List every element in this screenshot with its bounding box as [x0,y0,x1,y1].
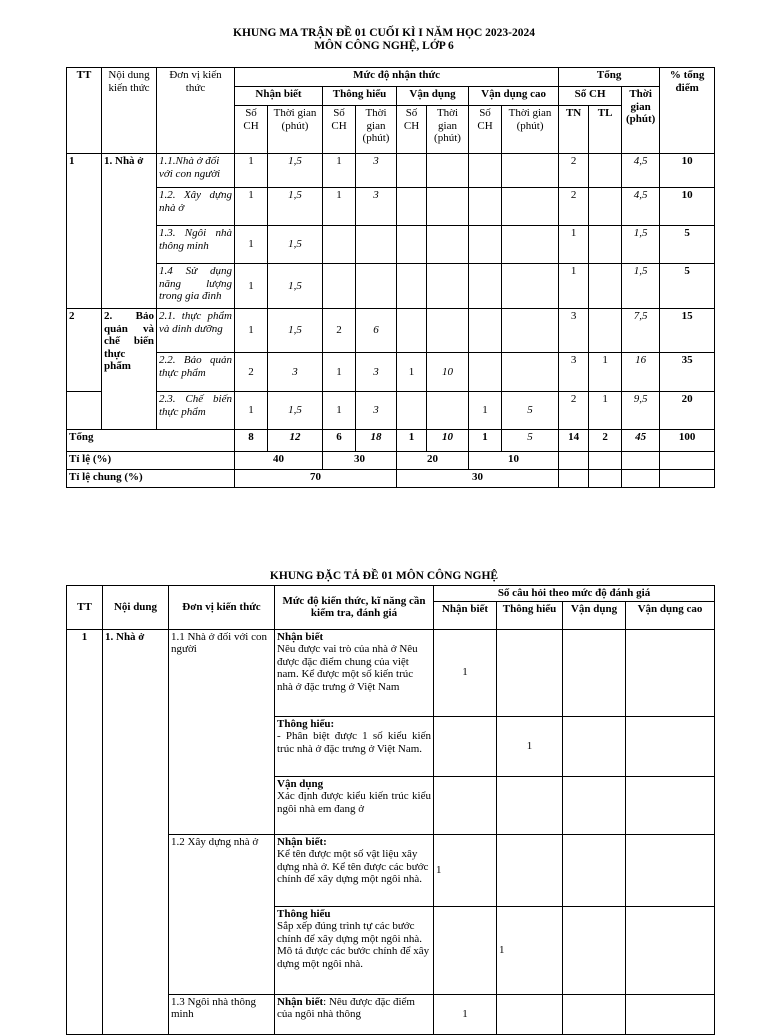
cell: 8 [235,430,268,452]
cell: 1 [469,430,502,452]
h-vdc-thoi-gian: Thời gian (phút) [502,106,559,154]
cell [589,226,622,264]
cell: 5 [502,430,559,452]
cell: 100 [660,430,715,452]
cell: 1 [235,226,268,264]
spec-level [275,629,434,716]
cell [589,188,622,226]
cell: 2 [235,353,268,392]
empty-cell [589,452,622,470]
spec-unit: 1.2 Xây dựng nhà ở [169,834,275,994]
cell: 6 [356,309,397,353]
empty-cell [626,994,715,1034]
cell: 10 [427,430,469,452]
empty-cell [563,994,626,1034]
h-nb-so-ch: Số CH [235,106,268,154]
h2-van-dung: Vận dụng [563,601,626,629]
cell: 5 [660,264,715,309]
group-tt: 2 [67,309,102,392]
h-van-dung: Vận dụng [397,87,469,106]
cell: 2 [589,430,622,452]
matrix-table [66,67,715,488]
cell: 3 [559,353,589,392]
spec-level: Nhận biết: Nêu được đặc điểm của ngôi nhà thông [275,994,434,1034]
cell [356,264,397,309]
cell: 3 [356,188,397,226]
level-head: Thông hiểu [277,907,331,920]
h-noi-dung: Nội dung kiến thức [102,68,157,154]
table-row [67,392,715,430]
cell: 3 [356,154,397,188]
cell [502,264,559,309]
cell: 1,5 [268,226,323,264]
cell: 2 [559,392,589,430]
h2-thong-hieu: Thông hiểu [497,601,563,629]
cell [427,226,469,264]
cell: 15 [660,309,715,353]
cell [397,154,427,188]
h-th-thoi-gian: Thời gian (phút) [356,106,397,154]
table-row [67,226,715,264]
h2-tt: TT [67,586,103,630]
cell: 30 [323,452,397,470]
cell: 1 [434,994,497,1034]
empty-cell [559,452,589,470]
cell: 1 [559,264,589,309]
spec-level [275,906,434,994]
empty-cell [622,452,660,470]
empty-cell [626,716,715,776]
h-muc-do: Mức độ nhận thức [235,68,559,87]
h-tong-so-ch: Số CH [559,87,622,106]
cell [356,226,397,264]
h2-noi-dung: Nội dung [103,586,169,630]
cell: 1 [235,154,268,188]
h2-van-dung-cao: Vận dụng cao [626,601,715,629]
empty-cell [626,776,715,834]
cell [497,776,563,834]
table-row [67,264,715,309]
empty-cell [626,629,715,716]
unit-name: 1.4 Sử dụng năng lượng trong gia đình [157,264,235,309]
cell: 3 [268,353,323,392]
cell: 10 [660,154,715,188]
cell: 1 [235,309,268,353]
cell: 7,5 [622,309,660,353]
cell: 1,5 [268,309,323,353]
h-tong-thoi-gian: Thời gian (phút) [622,87,660,154]
ratio-general-row [67,470,715,488]
cell: 1 [589,392,622,430]
cell [589,309,622,353]
level-text: Kể tên được một số vật liệu xây dựng nhà ở. Kể tên được các bước chính để xây dựng một ngôi nhà. [277,848,429,885]
cell: 1 [323,154,356,188]
h-van-dung-cao: Vận dụng cao [469,87,559,106]
cell: 1 [323,392,356,430]
cell: 1 [434,834,497,906]
cell [397,264,427,309]
cell [502,188,559,226]
cell: 20 [397,452,469,470]
cell [589,154,622,188]
cell [497,629,563,716]
cell: 1,5 [268,392,323,430]
unit-name: 2.2. Bảo quản thực phẩm [157,353,235,392]
cell [434,906,497,994]
cell [434,776,497,834]
level-text: Nêu được vai trò của nhà ở Nêu được đặc điểm chung của việt nam. Kể được một số kiến trúc nhà ở đặc trưng ở Việt Nam [277,643,418,693]
cell [469,226,502,264]
level-text: Nêu được đặc điểm của ngôi nhà thông [277,995,415,1020]
cell: 1 [323,353,356,392]
cell: 12 [268,430,323,452]
cell: 14 [559,430,589,452]
level-text: Sắp xếp đúng trình tự các bước chính để xây dựng một ngôi nhà. Mô tả được các bước chính để xây dựng một ngôi nhà. [277,920,430,970]
cell: 1 [497,716,563,776]
table-row [67,629,715,716]
cell: 9,5 [622,392,660,430]
cell: 70 [235,470,397,488]
cell [397,392,427,430]
unit-name: 1.1.Nhà ở đối với con người [157,154,235,188]
cell [323,264,356,309]
cell: 4,5 [622,188,660,226]
cell: 1,5 [622,226,660,264]
spec-level [275,834,434,906]
cell [397,226,427,264]
unit-name: 2.3. Chế biến thực phẩm [157,392,235,430]
table-row [67,154,715,188]
cell: 4,5 [622,154,660,188]
h-tn: TN [559,106,589,154]
cell [427,264,469,309]
cell: 2 [559,188,589,226]
cell: 40 [235,452,323,470]
cell: 1 [397,430,427,452]
table-row [67,309,715,353]
doc1-title-line1: KHUNG MA TRẬN ĐỀ 01 CUỐI KÌ I NĂM HỌC 2023-2024 [233,27,535,39]
level-head: Thông hiểu: [277,717,335,730]
cell [502,226,559,264]
cell [427,309,469,353]
spec-level [275,716,434,776]
unit-name: 2.1. thực phẩm và dinh dưỡng [157,309,235,353]
cell: 30 [397,470,559,488]
h2-nhan-biet: Nhận biết [434,601,497,629]
group-tt: 1 [67,154,102,309]
cell [469,309,502,353]
cell [589,264,622,309]
cell: 3 [559,309,589,353]
cell: 2 [323,309,356,353]
empty-cell [563,834,626,906]
unit-name: 1.3. Ngôi nhà thông minh [157,226,235,264]
cell: 1 [497,906,563,994]
cell: 18 [356,430,397,452]
empty-cell [660,470,715,488]
cell [469,154,502,188]
doc1-title-line2: MÔN CÔNG NGHỆ, LỚP 6 [314,40,454,52]
level-text: - Phân biệt được 1 số kiểu kiến trúc nhà ở đặc trưng ở Việt Nam. [277,730,431,755]
cell: 5 [660,226,715,264]
spec-unit: 1.1 Nhà ở đối với con người [169,629,275,834]
h-vd-so-ch: Số CH [397,106,427,154]
cell: 1 [235,188,268,226]
cell [502,353,559,392]
cell: 10 [660,188,715,226]
h-tong: Tổng [559,68,660,87]
spec-tt: 1 [67,629,103,1034]
cell: 1 [235,264,268,309]
empty-cell [622,470,660,488]
h-nb-thoi-gian: Thời gian (phút) [268,106,323,154]
cell: 1,5 [622,264,660,309]
cell: 1 [559,226,589,264]
empty-cell [67,392,102,430]
table-row [67,188,715,226]
h-tt: TT [67,68,102,154]
cell [497,834,563,906]
spec-unit: 1.3 Ngôi nhà thông minh [169,994,275,1034]
group-name: 1. Nhà ở [102,154,157,309]
cell: 1 [434,629,497,716]
empty-cell [563,906,626,994]
cell [427,392,469,430]
h-tl: TL [589,106,622,154]
cell [502,154,559,188]
cell: 3 [356,392,397,430]
spec-noi-dung: 1. Nhà ở [103,629,169,1034]
doc2-title: KHUNG ĐẶC TẢ ĐỀ 01 MÔN CÔNG NGHỆ [269,570,499,582]
table-row [67,353,715,392]
cell [497,994,563,1034]
cell: 1 [323,188,356,226]
cell: 1,5 [268,264,323,309]
level-head: Nhận biết: [277,835,327,848]
ratio-general-label: Tỉ lệ chung (%) [67,470,235,488]
cell: 20 [660,392,715,430]
h2-don-vi: Đơn vị kiến thức [169,586,275,630]
empty-cell [660,452,715,470]
spec-table [66,585,715,1035]
empty-cell [563,776,626,834]
empty-cell [563,716,626,776]
cell: 35 [660,353,715,392]
cell: 5 [502,392,559,430]
cell [469,264,502,309]
cell: 10 [427,353,469,392]
empty-cell [559,470,589,488]
h-vd-thoi-gian: Thời gian (phút) [427,106,469,154]
cell: 1 [589,353,622,392]
cell: 45 [622,430,660,452]
ratio-row [67,452,715,470]
cell [427,188,469,226]
level-head: Nhận biết [277,995,324,1008]
ratio-label: Tỉ lệ (%) [67,452,235,470]
spec-level [275,776,434,834]
h-th-so-ch: Số CH [323,106,356,154]
total-label: Tổng [67,430,235,452]
cell [323,226,356,264]
h-don-vi: Đơn vị kiến thức [157,68,235,154]
empty-cell [626,906,715,994]
level-head: Vận dụng [277,777,324,790]
cell [427,154,469,188]
h2-muc-do: Mức độ kiến thức, kĩ năng cần kiểm tra, đánh giá [275,586,434,630]
cell: 6 [323,430,356,452]
empty-cell [563,629,626,716]
h-pct: % tổng điểm [660,68,715,154]
cell: 1 [235,392,268,430]
cell: 3 [356,353,397,392]
cell: 2 [559,154,589,188]
h-nhan-biet: Nhận biết [235,87,323,106]
cell [434,716,497,776]
cell [502,309,559,353]
total-row [67,430,715,452]
cell [397,188,427,226]
h-vdc-so-ch: Số CH [469,106,502,154]
cell: 10 [469,452,559,470]
empty-cell [589,470,622,488]
group-name: 2. Bảo quản và chế biến thực phẩm [102,309,157,430]
level-head: Nhận biết [277,630,324,643]
cell [397,309,427,353]
h-thong-hieu: Thông hiểu [323,87,397,106]
cell [469,353,502,392]
cell [469,188,502,226]
h2-so-cau: Số câu hỏi theo mức độ đánh giá [434,586,715,602]
cell: 1 [397,353,427,392]
level-text: Xác định được kiểu kiến trúc kiểu ngôi nhà em đang ở [277,790,431,815]
empty-cell [626,834,715,906]
cell: 1 [469,392,502,430]
cell: 1,5 [268,188,323,226]
cell: 16 [622,353,660,392]
unit-name: 1.2. Xây dựng nhà ở [157,188,235,226]
cell: 1,5 [268,154,323,188]
